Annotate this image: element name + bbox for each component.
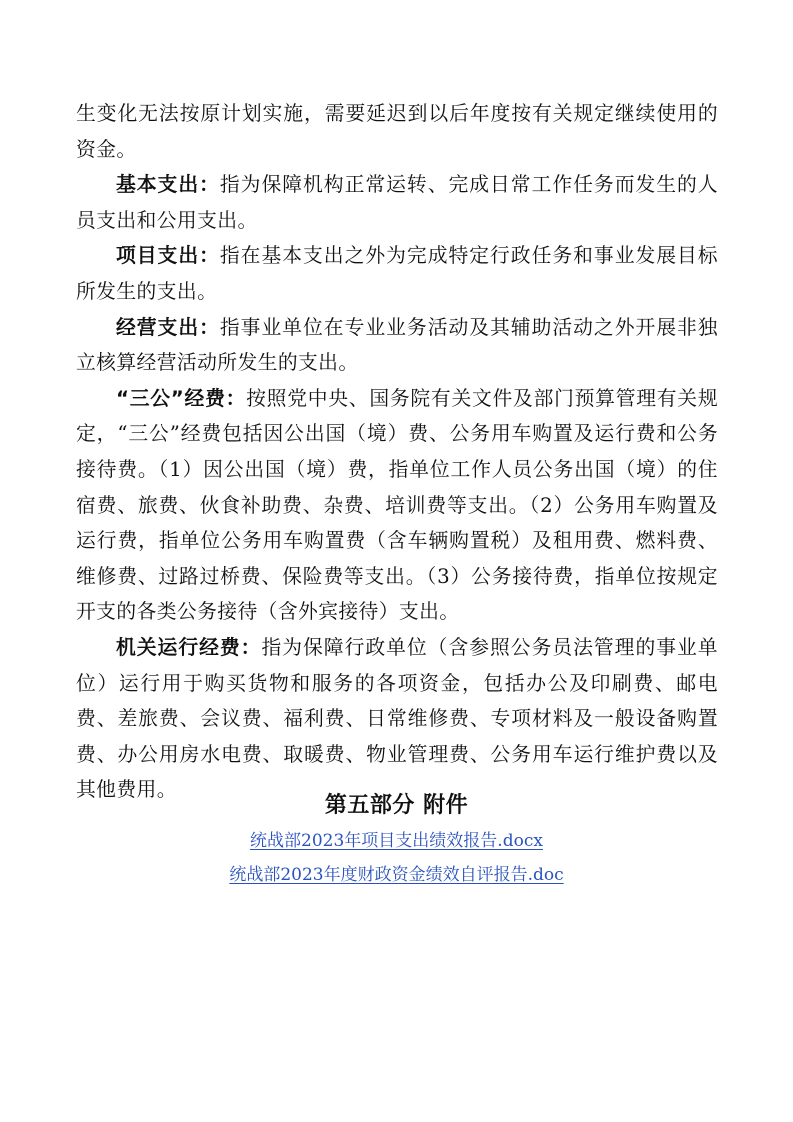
attachment-list [0, 824, 793, 892]
definition-three-public-expenses [76, 381, 718, 630]
attachment-item [0, 824, 793, 858]
definition-text: 指为保障行政单位（含参照公务员法管理的事业单位）运行用于购买货物和服务的各项资金，包括办公及印刷费、邮电费、差旅费、会议费、福利费、日常维修费、专项材料及一般设备购置费、办公用房水电费、取暖费、物业管理费、公务用车运行维护费以及其他费用。 [76, 635, 718, 802]
definition-term: 机关运行经费： [116, 635, 262, 659]
definition-project-expenditure [76, 238, 718, 309]
attachment-link-project-report[interactable]: 统战部2023年项目支出绩效报告.docx [250, 831, 543, 851]
continuation-paragraph: 生变化无法按原计划实施，需要延迟到以后年度按有关规定继续使用的资金。 [76, 102, 718, 161]
definition-term: “三公”经费： [116, 386, 247, 410]
document-body [76, 96, 718, 808]
definition-basic-expenditure [76, 167, 718, 238]
definition-text: 指为保障机构正常运转、完成日常工作任务而发生的人员支出和公用支出。 [76, 173, 718, 232]
definition-text: 指事业单位在专业业务活动及其辅助活动之外开展非独立核算经营活动所发生的支出。 [76, 315, 718, 375]
definition-operating-expenditure [76, 310, 718, 381]
attachment-item [0, 858, 793, 892]
definition-text: 指在基本支出之外为完成特定行政任务和事业发展目标所发生的支出。 [76, 244, 718, 303]
definition-term: 经营支出： [116, 315, 220, 339]
section-title: 第五部分 附件 [324, 793, 469, 818]
definition-agency-operating-funds [76, 630, 718, 808]
attachment-link-self-evaluation-report[interactable]: 统战部2023年度财政资金绩效自评报告.doc [229, 865, 564, 885]
definition-term: 基本支出： [116, 173, 220, 197]
definition-text: 按照党中央、国务院有关文件及部门预算管理有关规定，“三公”经费包括因公出国（境）费、公务用车购置及运行费和公务接待费。（1）因公出国（境）费，指单位工作人员公务出国（境）的住宿费、旅费、伙食补助费、杂费、培训费等支出。（2）公务用车购置及运行费，指单位公务用车购置费（含车辆购置税）及租用费、燃料费、维修费、过路过桥费、保险费等支出。（3）公务接待费，指单位按规定开支的各类公务接待（含外宾接待）支出。 [76, 386, 718, 624]
definition-term: 项目支出： [116, 244, 220, 268]
